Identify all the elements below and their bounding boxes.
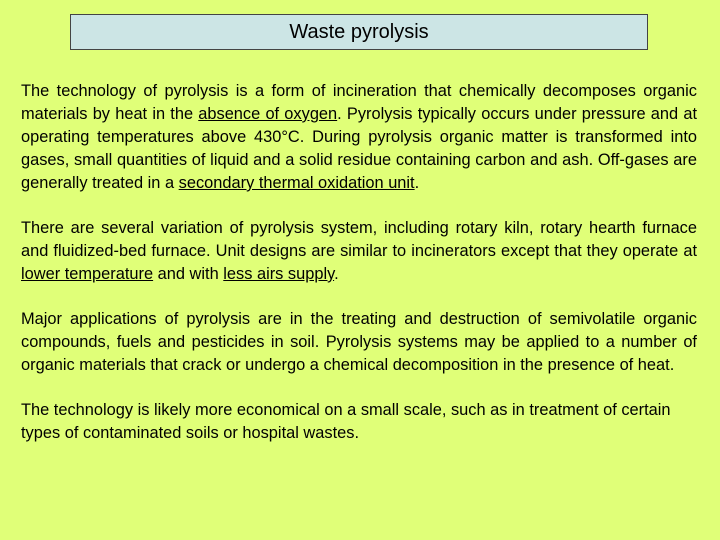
paragraph-1-underline-b: secondary thermal oxidation unit [178,174,415,192]
title-box [70,14,648,50]
paragraph-1-text-a: The technology of pyrolysis is a form of incineration that chemically decomposes organic materials by heat in the [21,82,697,123]
paragraph-2-text-b: and with [153,265,224,283]
paragraph-4 [21,399,697,445]
paragraph-2 [21,217,697,286]
paragraph-1 [21,80,697,195]
paragraph-3 [21,308,697,377]
page-title: Waste pyrolysis [289,20,429,43]
paragraph-4-text: The technology is likely more economical on a small scale, such as in treatment of certain types of contaminated soils or hospital wastes. [21,401,671,442]
body-text [21,80,697,467]
paragraph-2-text-a: There are several variation of pyrolysis system, including rotary kiln, rotary hearth furnace and fluidized-bed furnace. Unit designs are similar to incinerators except that they operate at [21,219,697,260]
paragraph-1-text-b: . Pyrolysis typically occurs under pressure and at operating temperatures above 430°C. During pyrolysis organic matter is transformed into gases, small quantities of liquid and a solid residue containing carbon and ash. Off-gases are generally treated in a [21,105,697,192]
paragraph-2-underline-b: less airs supply [223,265,335,283]
paragraph-3-text: Major applications of pyrolysis are in the treating and destruction of semivolatile organic compounds, fuels and pesticides in soil. Pyrolysis systems may be applied to a number of organic materials that crack or undergo a chemical decomposition in the presence of heat. [21,310,697,374]
paragraph-2-text-c: . [334,265,339,283]
paragraph-1-underline-a: absence of oxygen [198,105,338,123]
paragraph-2-underline-a: lower temperature [21,265,154,283]
paragraph-1-text-c: . [414,174,420,192]
